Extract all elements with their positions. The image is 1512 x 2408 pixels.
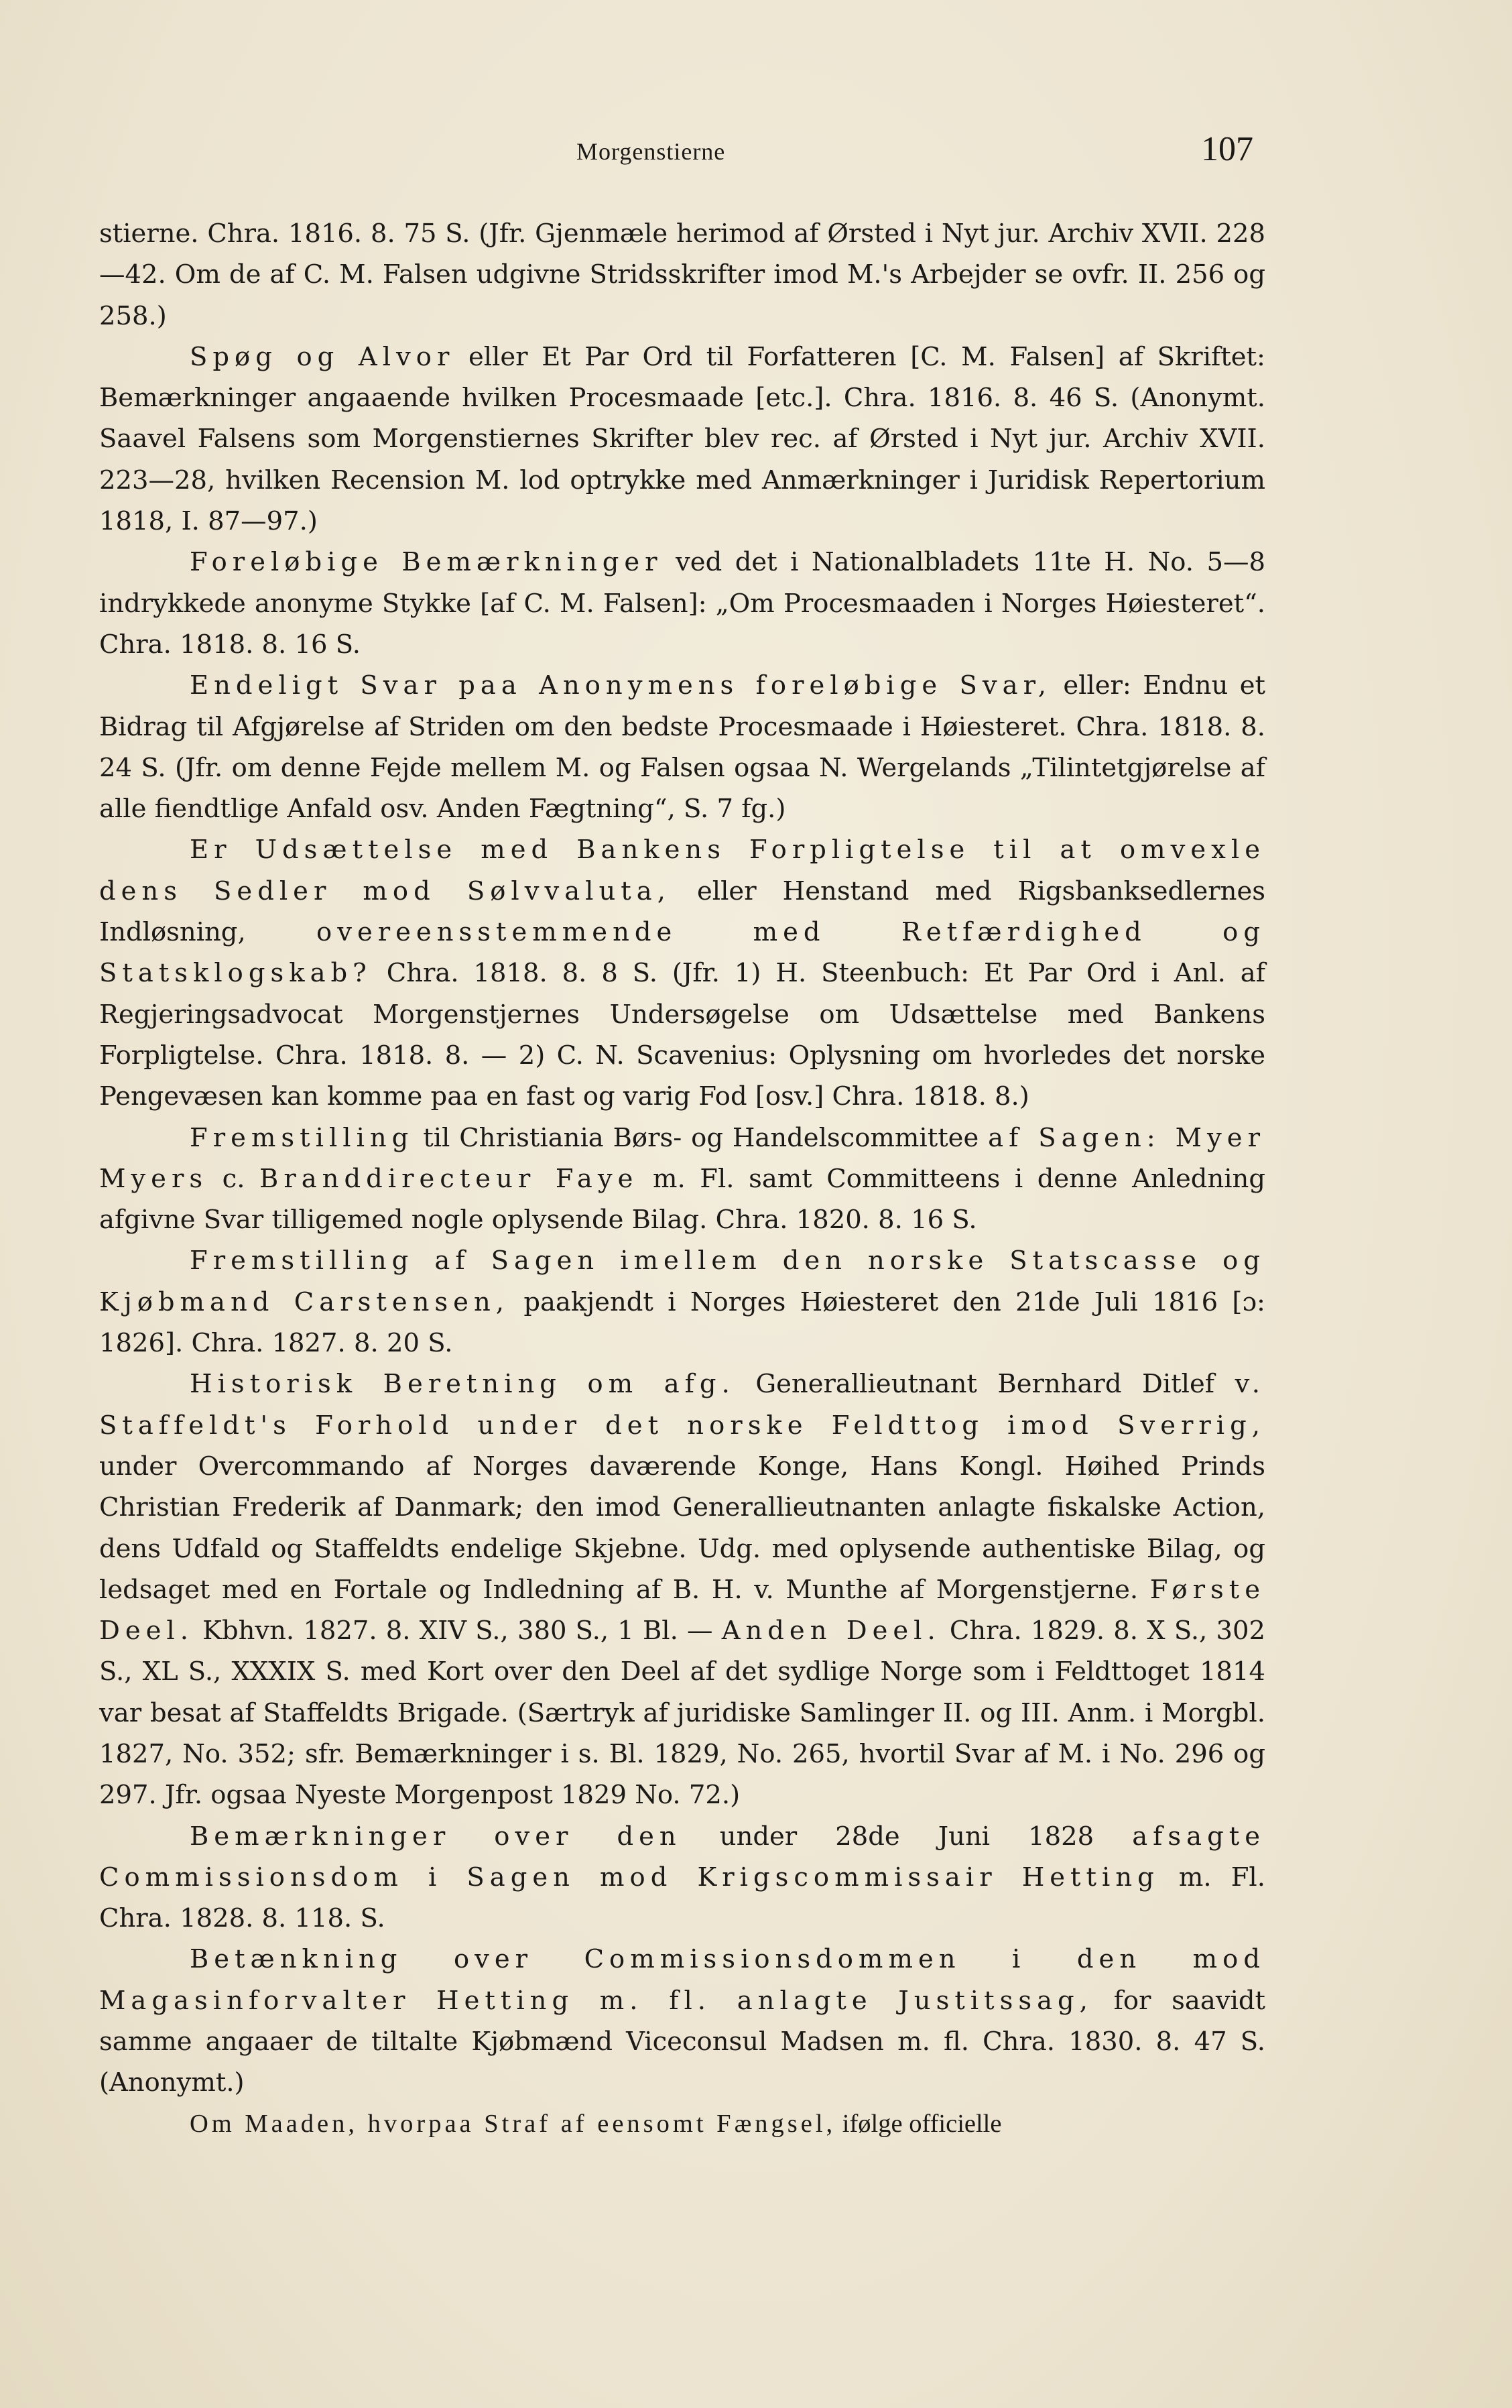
entry-title: Anden Deel. xyxy=(721,1616,941,1646)
bibliography-entry: stierne. Chra. 1816. 8. 75 S. (Jfr. Gjenmæle herimod af Ørsted i Nyt jur. Archiv XVII. 228—42. Om de af C. M. Falsen udgivne Stridsskrifter imod M.'s Arbejder se ovfr. II. 256 og 258.) xyxy=(99,219,1265,331)
entry-title: Foreløbige Bemærkninger xyxy=(190,547,663,578)
bibliography-text xyxy=(99,213,1265,2145)
bibliography-entry: Historisk Beretning om afg. Generallieutnant Bernhard Ditlef v. Staffeldt's Forhold under det norske Feldttog imod Sverrig, under Overcommando af Norges daværende Konge, Hans Kongl. Høihed Prinds Christian Frederik af Danmark; den imod Generallieutnanten anlagte fiskalske Action, dens Udfald og Staffeldts endelige Skjebne. Udg. med oplysende authentiske Bilag, og ledsaget med en Fortale og Indledning af B. H. v. Munthe af Morgenstjerne. Første Deel. Kbhvn. 1827. 8. XIV S., 380 S., 1 Bl. — Anden Deel. Chra. 1829. 8. X S., 302 S., XL S., XXXIX S. med Kort over den Deel af det sydlige Norge som i Feldttoget 1814 var besat af Staffeldts Brigade. (Særtryk af juridiske Samlinger II. og III. Anm. i Morgbl. 1827, No. 352; sfr. Bemærkninger i s. Bl. 1829, No. 265, hvortil Svar af M. i No. 296 og 297. Jfr. ogsaa Nyeste Morgenpost 1829 No. 72.) xyxy=(99,1369,1265,1811)
entry-title: Betænkning over Commissionsdommen i den mod Magasinforvalter Hetting m. fl. anlagte Justitssag, xyxy=(99,1944,1265,2016)
entry-title: Er Udsættelse med Bankens Forpligtelse til at omvexle dens Sedler mod Sølvvaluta, xyxy=(99,835,1265,906)
entry-title: Spøg og Alvor xyxy=(190,341,455,372)
entry-title: afsagte Commissionsdom i Sagen mod Krigscommissair Hetting xyxy=(99,1821,1266,1892)
bibliography-entry: Bemærkninger over den under 28de Juni 1828 afsagte Commissionsdom i Sagen mod Krigscommissair Hetting m. Fl. Chra. 1828. 8. 118. S. xyxy=(99,1821,1266,1934)
bibliography-entry: Er Udsættelse med Bankens Forpligtelse til at omvexle dens Sedler mod Sølvvaluta, eller Henstand med Rigsbanksedlernes Indløsning, overeensstemmende med Retfærdighed og Statsklogskab? Chra. 1818. 8. 8 S. (Jfr. 1) H. Steenbuch: Et Par Ord i Anl. af Regjeringsadvocat Morgenstjernes Undersøgelse om Udsættelse med Bankens Forpligtelse. Chra. 1818. 8. — 2) C. N. Scavenius: Oplysning om hvorledes det norske Pengevæsen kan komme paa en fast og varig Fod [osv.] Chra. 1818. 8.) xyxy=(99,835,1265,1112)
entry-title: overeensstemmende med Retfærdighed og Statsklogskab? xyxy=(99,917,1265,989)
running-head: Morgenstierne xyxy=(576,138,726,165)
entry-title: Fremstilling af Sagen imellem den norske Statscasse og Kjøbmand Carstensen, xyxy=(99,1246,1265,1317)
entry-title: v. Staffeldt's Forhold under det norske Feldttog imod Sverrig, xyxy=(99,1369,1265,1441)
bibliography-entry: Endeligt Svar paa Anonymens foreløbige Svar, eller: Endnu et Bidrag til Afgjørelse af Striden om den bedste Procesmaade i Høiesteret. Chra. 1818. 8. 24 S. (Jfr. om denne Fejde mellem M. og Falsen ogsaa N. Wergelands „Tilintetgjørelse af alle fiendtlige Anfald osv. Anden Fægtning“, S. 7 fg.) xyxy=(99,670,1265,825)
entry-title: Om Maaden, hvorpaa Straf af eensomt Fængsel, xyxy=(190,2109,836,2138)
bibliography-entry: Fremstilling til Christiania Børs- og Handelscommittee af Sagen: Myer Myers c. Branddirecteur Faye m. Fl. samt Committeens i denne Anledning afgivne Svar tilligemed nogle oplysende Bilag. Chra. 1820. 8. 16 S. xyxy=(99,1122,1265,1236)
page-header xyxy=(101,130,1253,178)
entry-title: Endeligt Svar paa Anonymens foreløbige Svar, xyxy=(190,670,1052,701)
bibliography-entry: Spøg og Alvor eller Et Par Ord til Forfatteren [C. M. Falsen] af Skriftet: Bemærkninger angaaende hvilken Procesmaade [etc.]. Chra. 1816. 8. 46 S. (Anonymt. Saavel Falsens som Morgenstiernes Skrifter blev rec. af Ørsted i Nyt jur. Archiv XVII. 223—28, hvilken Recension M. lod optrykke med Anmærkninger i Juridisk Repertorium 1818, I. 87—97.) xyxy=(99,341,1265,537)
bibliography-entry: Betænkning over Commissionsdommen i den mod Magasinforvalter Hetting m. fl. anlagte Justitssag, for saavidt samme angaaer de tiltalte Kjøbmænd Viceconsul Madsen m. fl. Chra. 1830. 8. 47 S. (Anonymt.) xyxy=(99,1944,1266,2098)
entry-title: Historisk Beretning om afg. xyxy=(190,1369,735,1400)
entry-title: Første Deel. xyxy=(99,1574,1265,1646)
entry-title: Fremstilling xyxy=(190,1122,414,1153)
bibliography-entry: Om Maaden, hvorpaa Straf af eensomt Fængsel, ifølge officielle xyxy=(190,2109,1002,2138)
bibliography-entry: Fremstilling af Sagen imellem den norske Statscasse og Kjøbmand Carstensen, paakjendt i Norges Høiesteret den 21de Juli 1816 [ɔ: 1826]. Chra. 1827. 8. 20 S. xyxy=(99,1246,1265,1359)
page-number: 107 xyxy=(1201,130,1253,168)
entry-title: af Sagen: Myer Myers xyxy=(99,1122,1265,1194)
entry-title: Branddirecteur Faye xyxy=(259,1163,639,1194)
bibliography-entry: Foreløbige Bemærkninger ved det i Nationalbladets 11te H. No. 5—8 indrykkede anonyme Stykke [af C. M. Falsen]: „Om Procesmaaden i Norges Høiesteret“. Chra. 1818. 8. 16 S. xyxy=(99,547,1265,660)
entry-title: Bemærkninger over den xyxy=(190,1821,682,1852)
